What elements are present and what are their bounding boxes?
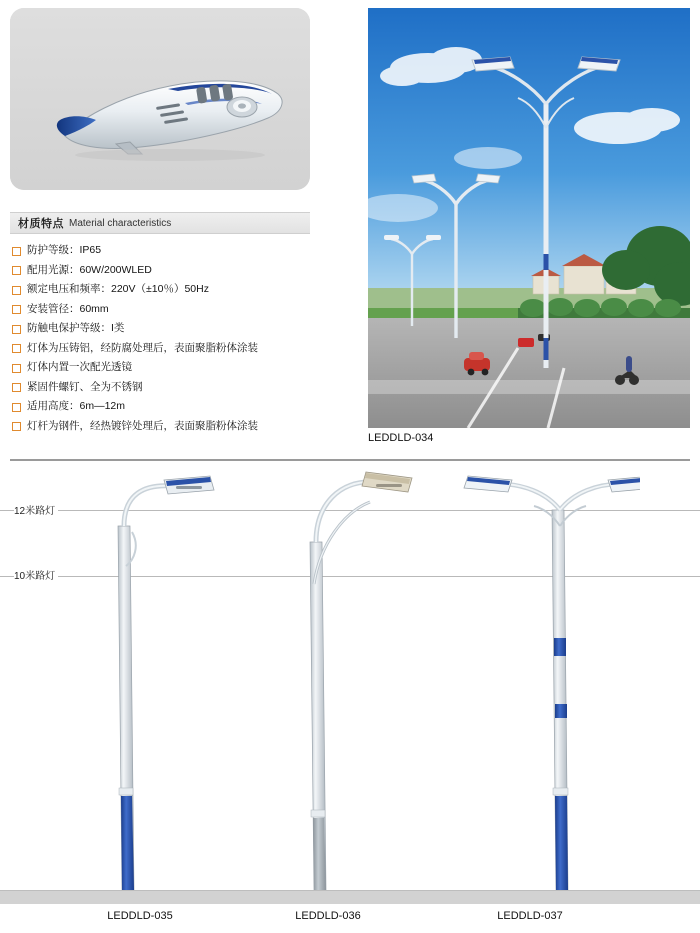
scene-photo-caption: LEDDLD-034 bbox=[368, 432, 434, 444]
list-item bbox=[12, 244, 310, 257]
pole-drawing-036 bbox=[248, 466, 428, 896]
checkbox-icon bbox=[12, 383, 21, 392]
material-characteristics-panel bbox=[10, 212, 310, 439]
spec-text: 灯杆为钢件，经热镀锌处理后，表面聚脂粉体涂装 bbox=[27, 419, 258, 432]
list-item bbox=[12, 361, 310, 374]
list-item bbox=[12, 283, 310, 296]
section-divider bbox=[10, 459, 690, 461]
pole-drawing-037 bbox=[450, 466, 640, 896]
checkbox-icon bbox=[12, 305, 21, 314]
spec-text: 适用高度：6m—12m bbox=[27, 400, 126, 412]
height-label-12m: 12米路灯 bbox=[14, 502, 58, 517]
installation-photo bbox=[368, 8, 690, 428]
pole-drawing-035 bbox=[60, 466, 230, 896]
list-item bbox=[12, 342, 310, 355]
spec-text: 防护等级：IP65 bbox=[27, 244, 102, 256]
ground-line bbox=[0, 890, 700, 904]
list-item bbox=[12, 420, 310, 433]
pole-drawings-section bbox=[0, 466, 700, 933]
spec-text: 配用光源：60W/200WLED bbox=[27, 263, 152, 276]
checkbox-icon bbox=[12, 403, 21, 412]
spec-text: 防触电保护等级：I类 bbox=[27, 322, 125, 334]
checkbox-icon bbox=[12, 364, 21, 373]
product-overview-section bbox=[0, 0, 700, 460]
checkbox-icon bbox=[12, 344, 21, 353]
list-item bbox=[12, 322, 310, 335]
spec-header-en: Material characteristics bbox=[69, 217, 172, 229]
pole-caption-037: LEDDLD-037 bbox=[497, 910, 563, 922]
checkbox-icon bbox=[12, 286, 21, 295]
spec-text: 额定电压和频率：220V（±10％）50Hz bbox=[27, 283, 209, 295]
list-item bbox=[12, 400, 310, 413]
spec-text: 灯体内置一次配光透镜 bbox=[27, 361, 132, 373]
pole-caption-035: LEDDLD-035 bbox=[107, 910, 173, 922]
list-item bbox=[12, 381, 310, 394]
checkbox-icon bbox=[12, 247, 21, 256]
height-label-10m: 10米路灯 bbox=[14, 567, 58, 582]
spec-text: 灯体为压铸铝，经防腐处理后，表面聚脂粉体涂装 bbox=[27, 341, 258, 354]
checkbox-icon bbox=[12, 422, 21, 431]
spec-text: 紧固件螺钉、全为不锈钢 bbox=[27, 380, 143, 393]
spec-list bbox=[10, 234, 310, 433]
list-item bbox=[12, 264, 310, 277]
list-item bbox=[12, 303, 310, 316]
street-scene-illustration bbox=[368, 8, 690, 428]
pole-caption-036: LEDDLD-036 bbox=[295, 910, 361, 922]
spec-panel-header bbox=[10, 212, 310, 234]
checkbox-icon bbox=[12, 325, 21, 334]
product-photo bbox=[10, 8, 310, 190]
spec-header-cn: 材质特点 bbox=[18, 218, 64, 230]
led-lamp-head-illustration bbox=[10, 8, 310, 190]
spec-text: 安装管径：60mm bbox=[27, 302, 109, 315]
checkbox-icon bbox=[12, 266, 21, 275]
